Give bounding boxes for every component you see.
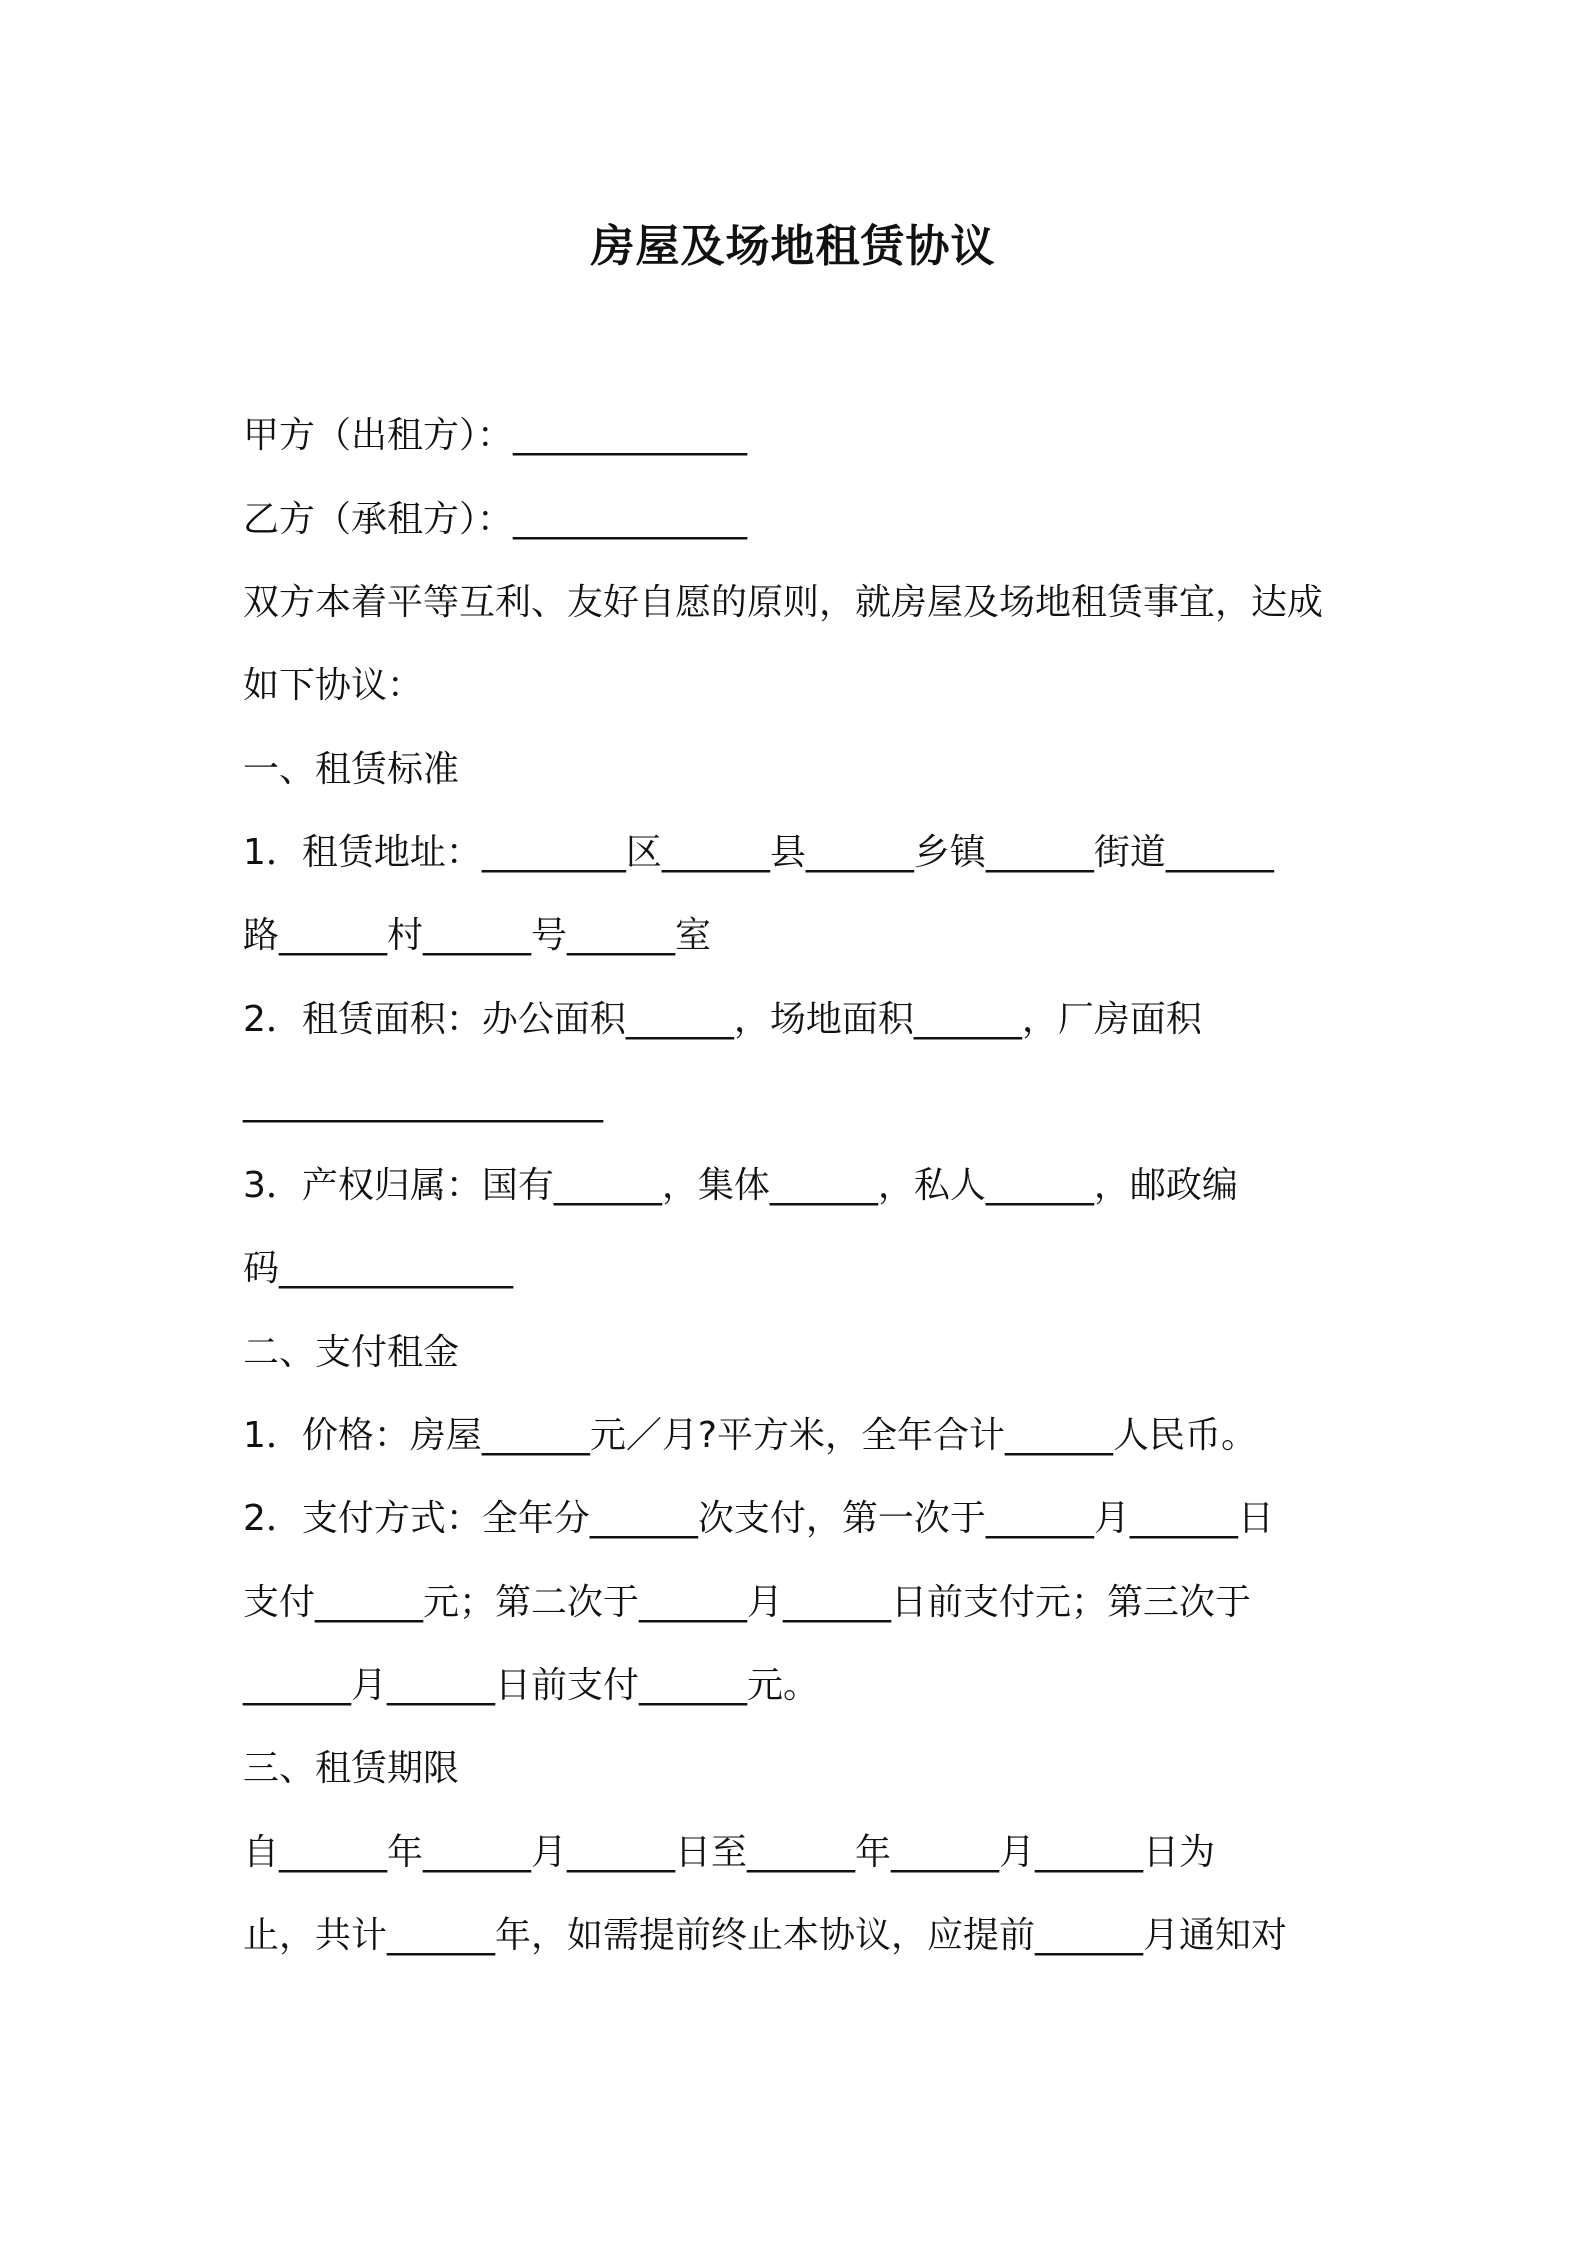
clause-1-2-line-1: 2．租赁面积：办公面积______，场地面积______，厂房面积 (243, 999, 1202, 1040)
document-title: 房屋及场地租赁协议 (590, 221, 996, 272)
clause-1-1-line-2: 路______村______号______室 (243, 915, 711, 956)
section-heading-1: 一、租赁标准 (243, 749, 460, 790)
section-heading-2: 二、支付租金 (243, 1332, 460, 1373)
clause-1-2-line-2: ____________________ (243, 1082, 603, 1123)
section-heading-3: 三、租赁期限 (243, 1748, 460, 1789)
party-b-line: 乙方（承租方）：_____________ (243, 499, 748, 540)
clause-2-2-line-2: 支付______元；第二次于______月______日前支付元；第三次于 (243, 1582, 1252, 1623)
clause-1-1-line-1: 1．租赁地址：________区______县______乡镇______街道______ (243, 832, 1274, 873)
clause-2-2-line-1: 2．支付方式：全年分______次支付，第一次于______月______日 (243, 1498, 1274, 1539)
clause-2-1-line-1: 1．价格：房屋______元／月?平方米，全年合计______人民币。 (243, 1415, 1258, 1456)
clause-1-3-line-1: 3．产权归属：国有______，集体______，私人______，邮政编 (243, 1165, 1238, 1206)
clause-2-2-line-3: ______月______日前支付______元。 (243, 1665, 820, 1706)
party-a-line: 甲方（出租方）：_____________ (243, 415, 748, 456)
clause-3-line-1: 自______年______月______日至______年______月______日为 (243, 1832, 1215, 1873)
clause-3-line-2: 止，共计______年，如需提前终止本协议，应提前______月通知对 (243, 1915, 1288, 1956)
preamble-line-2: 如下协议： (243, 665, 424, 706)
clause-1-3-line-2: 码_____________ (243, 1248, 513, 1289)
preamble-line-1: 双方本着平等互利、友好自愿的原则，就房屋及场地租赁事宜，达成 (243, 582, 1324, 623)
